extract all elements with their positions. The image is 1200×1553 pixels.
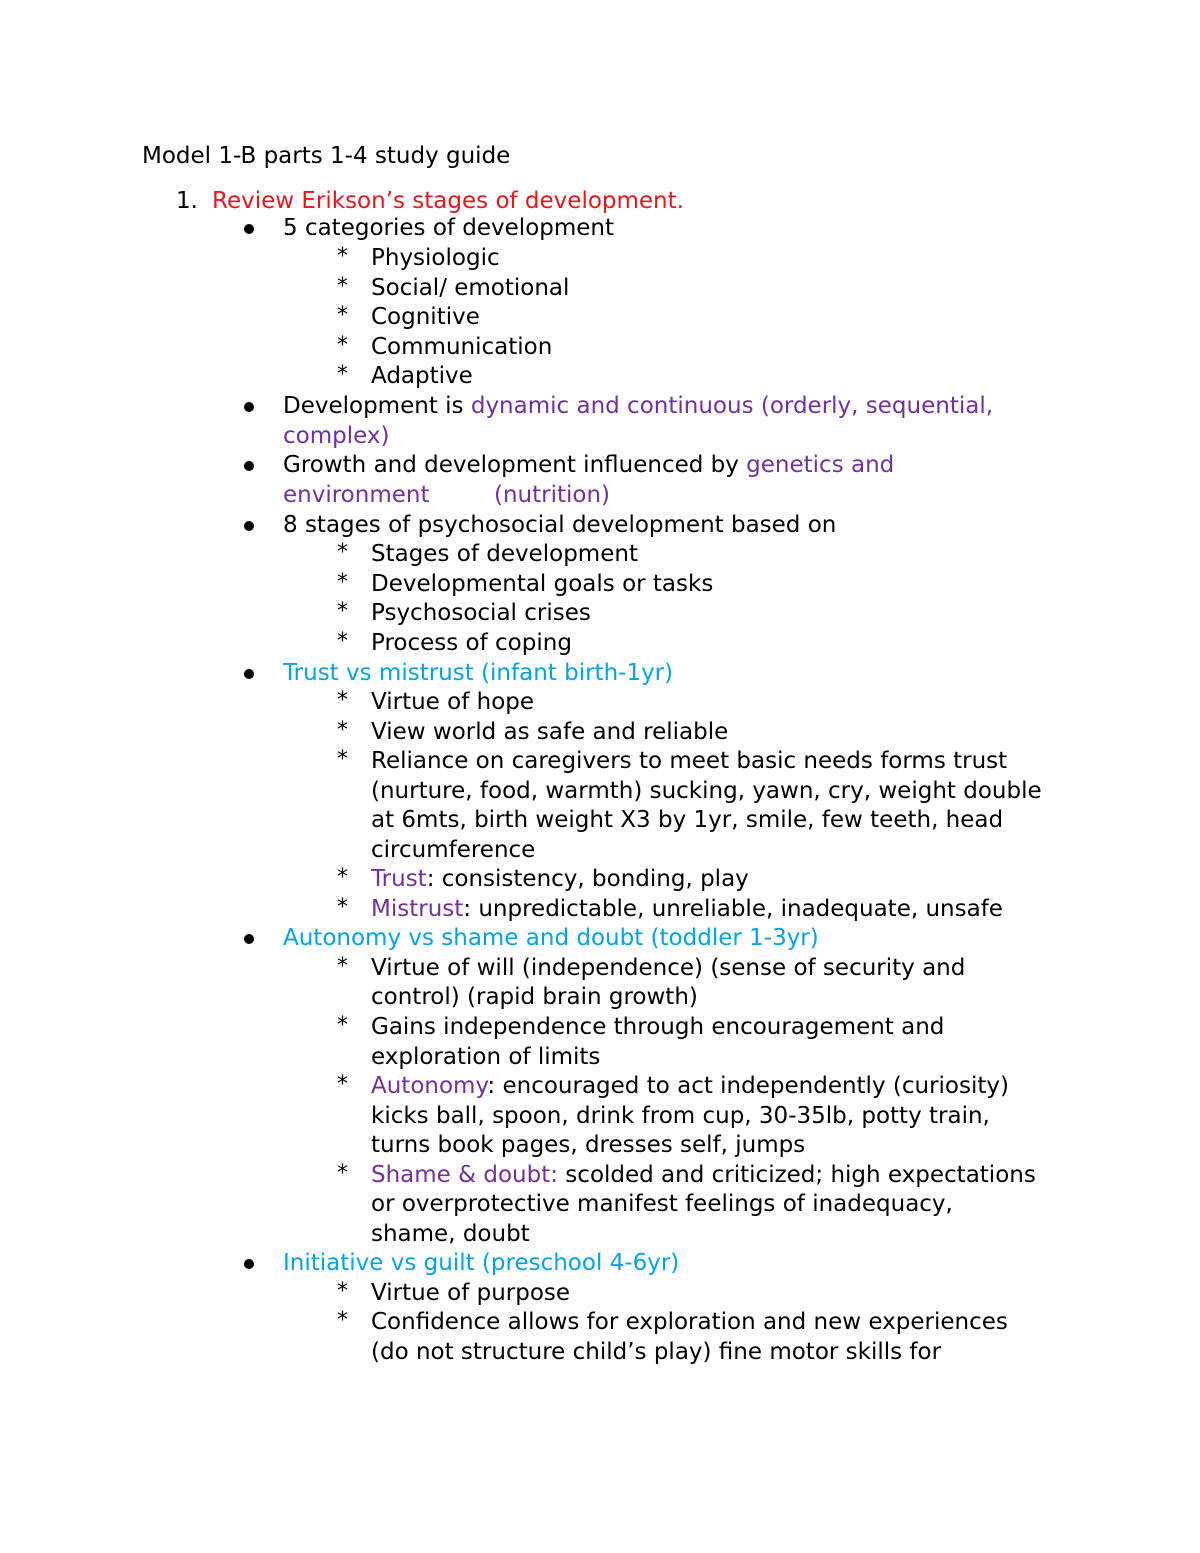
emphasis-text: complex) <box>283 423 390 449</box>
term-text: Autonomy <box>371 1073 488 1099</box>
list-item <box>283 392 993 422</box>
list-item: 8 stages of psychosocial development based on <box>283 512 837 538</box>
asterisk-icon: * <box>337 362 348 387</box>
sub-item: Virtue of purpose <box>371 1280 571 1306</box>
bullet-icon <box>244 224 254 234</box>
sub-item: Process of coping <box>371 630 572 656</box>
page-title: Model 1-B parts 1-4 study guide <box>142 143 511 169</box>
asterisk-icon: * <box>337 333 348 358</box>
sub-item-continued: (nurture, food, warmth) sucking, yawn, cry, weight double <box>371 778 1042 804</box>
sub-item <box>371 865 749 895</box>
sub-item-continued: shame, doubt <box>371 1221 530 1247</box>
sub-item-continued: kicks ball, spoon, drink from cup, 30-35lb, potty train, <box>371 1103 990 1129</box>
sub-item <box>371 1161 1036 1191</box>
section-heading: Review Erikson’s stages of development. <box>212 188 684 214</box>
sub-item-continued: (do not structure child’s play) fine motor skills for <box>371 1339 942 1365</box>
emphasis-text: genetics and <box>746 452 895 478</box>
asterisk-icon: * <box>337 274 348 299</box>
asterisk-icon: * <box>337 599 348 624</box>
asterisk-icon: * <box>337 747 348 772</box>
asterisk-icon: * <box>337 1072 348 1097</box>
asterisk-icon: * <box>337 303 348 328</box>
sub-item: Virtue of hope <box>371 689 535 715</box>
stage-heading: Initiative vs guilt (preschool 4-6yr) <box>283 1250 680 1276</box>
list-number: 1. <box>176 188 198 214</box>
term-text: Mistrust <box>371 896 464 922</box>
asterisk-icon: * <box>337 244 348 269</box>
sub-item-continued: exploration of limits <box>371 1044 601 1070</box>
sub-item: Adaptive <box>371 363 473 389</box>
asterisk-icon: * <box>337 1013 348 1038</box>
plain-text: : unpredictable, unreliable, inadequate, unsafe <box>463 896 1003 922</box>
bullet-icon <box>244 1259 254 1269</box>
emphasis-text: (nutrition) <box>494 482 611 508</box>
asterisk-icon: * <box>337 629 348 654</box>
sub-item-continued: circumference <box>371 837 536 863</box>
sub-item <box>371 1072 1009 1102</box>
sub-item-continued: turns book pages, dresses self, jumps <box>371 1132 806 1158</box>
asterisk-icon: * <box>337 688 348 713</box>
bullet-icon <box>244 934 254 944</box>
sub-item: Communication <box>371 334 553 360</box>
bullet-icon <box>244 461 254 471</box>
asterisk-icon: * <box>337 895 348 920</box>
asterisk-icon: * <box>337 540 348 565</box>
sub-item: Stages of development <box>371 541 638 567</box>
sub-item: Confidence allows for exploration and new experiences <box>371 1309 1008 1335</box>
bullet-icon <box>244 669 254 679</box>
list-item <box>283 451 894 481</box>
sub-item <box>371 895 1003 925</box>
stage-heading: Autonomy vs shame and doubt (toddler 1-3yr) <box>283 925 819 951</box>
sub-item: Developmental goals or tasks <box>371 571 714 597</box>
sub-item: Social/ emotional <box>371 275 570 301</box>
asterisk-icon: * <box>337 1308 348 1333</box>
plain-text: scolded and criticized; high expectations <box>558 1162 1036 1188</box>
plain-text: : encouraged to act independently (curiosity) <box>487 1073 1009 1099</box>
term-text: Trust <box>371 866 427 892</box>
term-text: Shame & doubt: <box>371 1162 558 1188</box>
sub-item: Psychosocial crises <box>371 600 591 626</box>
asterisk-icon: * <box>337 1161 348 1186</box>
sub-item: Gains independence through encouragement and <box>371 1014 945 1040</box>
asterisk-icon: * <box>337 718 348 743</box>
emphasis-text: dynamic and continuous (orderly, sequential, <box>470 393 994 419</box>
plain-text: Development is <box>283 393 471 419</box>
sub-item: Cognitive <box>371 304 480 330</box>
plain-text: : consistency, bonding, play <box>426 866 749 892</box>
emphasis-text: environment <box>283 482 430 508</box>
sub-item-continued: at 6mts, birth weight X3 by 1yr, smile, few teeth, head <box>371 807 1004 833</box>
stage-heading: Trust vs mistrust (infant birth-1yr) <box>283 660 674 686</box>
sub-item-continued: control) (rapid brain growth) <box>371 984 698 1010</box>
sub-item-continued: or overprotective manifest feelings of inadequacy, <box>371 1191 953 1217</box>
asterisk-icon: * <box>337 954 348 979</box>
sub-item: Reliance on caregivers to meet basic needs forms trust <box>371 748 1008 774</box>
sub-item: Virtue of will (independence) (sense of security and <box>371 955 966 981</box>
sub-item: View world as safe and reliable <box>371 719 729 745</box>
bullet-icon <box>244 402 254 412</box>
asterisk-icon: * <box>337 1279 348 1304</box>
list-item: 5 categories of development <box>283 215 615 241</box>
bullet-icon <box>244 521 254 531</box>
plain-text: Growth and development influenced by <box>283 452 747 478</box>
sub-item: Physiologic <box>371 245 500 271</box>
asterisk-icon: * <box>337 865 348 890</box>
asterisk-icon: * <box>337 570 348 595</box>
